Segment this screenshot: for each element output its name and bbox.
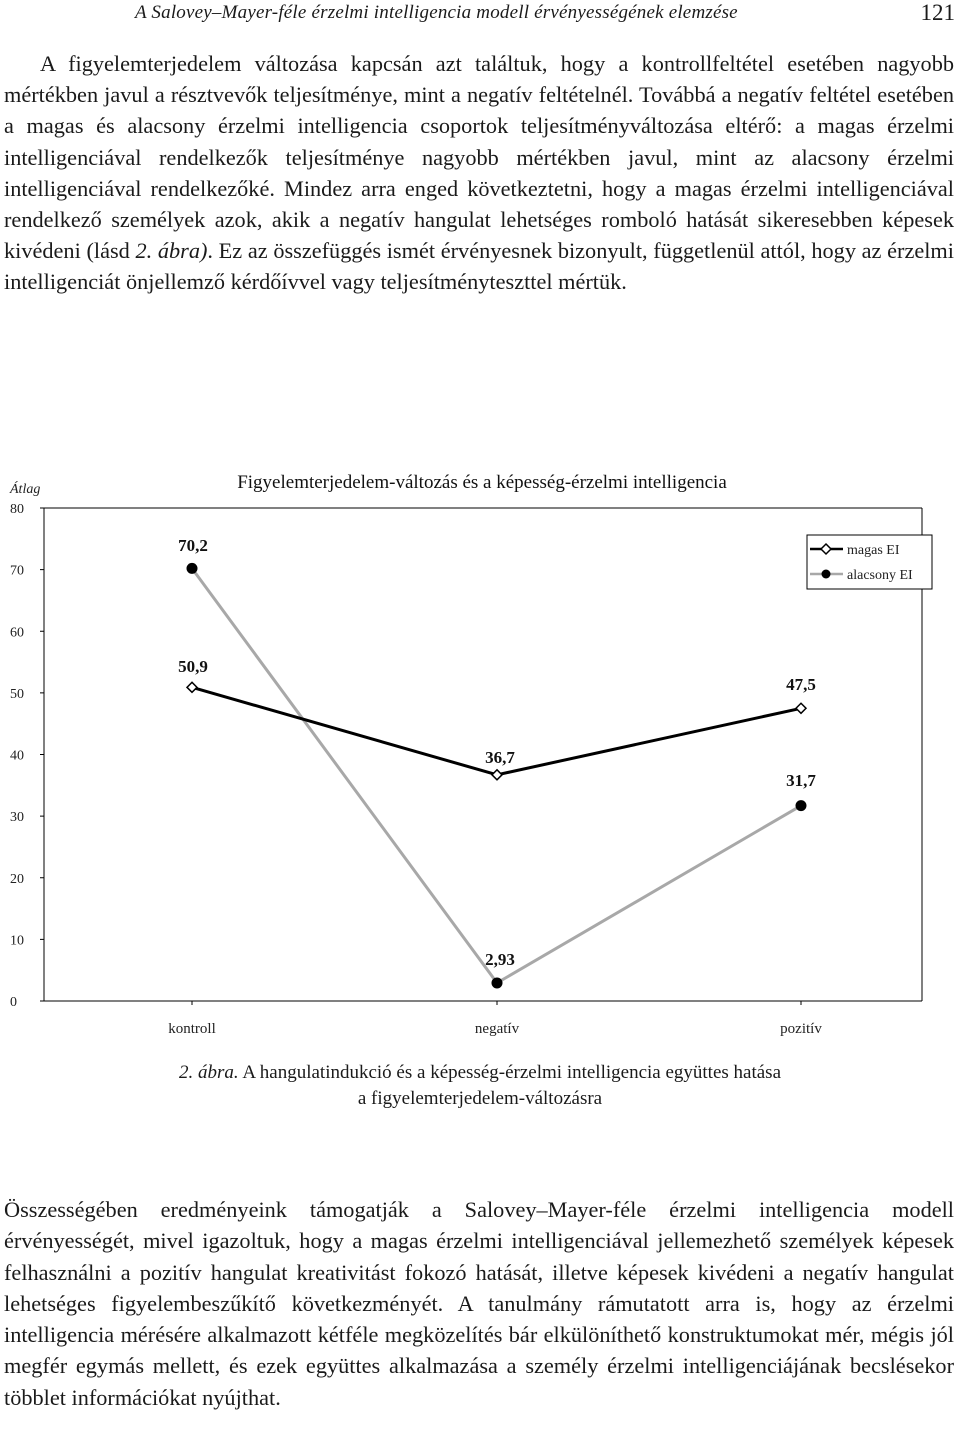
data-label-magas-ei: 50,9 bbox=[178, 657, 208, 676]
data-label-alacsony-ei: 70,2 bbox=[178, 536, 208, 555]
x-tick-label: pozitív bbox=[780, 1021, 822, 1037]
body-paragraph-top bbox=[4, 48, 954, 298]
y-tick-label: 50 bbox=[10, 686, 24, 702]
y-tick-label: 40 bbox=[10, 748, 24, 764]
data-label-alacsony-ei: 31,7 bbox=[786, 771, 816, 790]
caption-text-line1: A hangulatindukció és a képesség-érzelmi intelligencia együttes hatása bbox=[238, 1062, 782, 1083]
legend-label-magas-ei: magas EI bbox=[847, 543, 900, 558]
y-tick-label: 0 bbox=[10, 995, 17, 1010]
y-tick-label: 70 bbox=[10, 563, 24, 579]
point-alacsony-ei bbox=[492, 977, 503, 988]
figure-caption bbox=[100, 1060, 860, 1112]
legend-marker-alacsony-ei bbox=[822, 570, 831, 579]
point-magas-ei bbox=[187, 682, 197, 692]
body-paragraph-bottom: Összességében eredményeink támogatják a Salovey–Mayer-féle érzelmi intelligencia modell érvényességét, mivel igazoltuk, hogy a magas érzelmi intelligenciával jellemezhető személyek képesek felhasználni a pozitív hangulat kreativitást fokozó hatását, illetve képesek kivédeni a negatív hangulat lehetséges figyelembeszűkítő következményét. A tanulmány rámutatott arra is, hogy az érzelmi intelligencia mérésére alkalmazott kétféle megközelítés bár elkülöníthető konstruktumokat mér, mégis jól megfér egymás mellett, és ezek együttes alkalmazása a személy érzelmi intelligenciájának becslésekor többlet információkat nyújthat. bbox=[4, 1197, 954, 1410]
x-tick-label: negatív bbox=[474, 1021, 520, 1037]
caption-label: 2. ábra. bbox=[178, 1062, 239, 1083]
running-header bbox=[135, 0, 955, 34]
y-tick-label: 60 bbox=[10, 625, 24, 641]
y-tick-label: 80 bbox=[10, 502, 24, 517]
point-magas-ei bbox=[492, 770, 502, 780]
chart-title: Figyelemterjedelem-változás és a képesség-érzelmi intelligencia bbox=[237, 472, 727, 493]
figure-reference: 2. ábra) bbox=[135, 238, 208, 264]
page-number: 121 bbox=[920, 0, 955, 25]
paragraph-text: A figyelemterjedelem változása kapcsán azt találtuk, hogy a kontrollfeltétel esetében nagyobb mértékben javul a résztvevők teljesítménye, mint a negatív feltételnél. Továbbá a negatív feltétel esetében a magas és alacsony érzelmi intelligencia csoportok teljesítményváltozása eltérő: a magas érzelmi intelligenciával rendelkezők teljesítménye nagyobb mértékben javul, mint az alacsony érzelmi intelligenciával rendelkezőké. Mindez arra enged következtetni, hogy a magas érzelmi intelligenciával rendelkező személyek azok, akik a negatív hangulat lehetséges romboló hatását sikeresebben képesek kivédeni (lásd bbox=[4, 51, 954, 264]
running-title: A Salovey–Mayer-féle érzelmi intelligencia modell érvényességének elemzése bbox=[135, 2, 738, 23]
y-tick-label: 10 bbox=[10, 933, 24, 949]
point-alacsony-ei bbox=[796, 800, 807, 811]
paragraph-text-cont: . Ez az összefüggés ismét érvényesnek bizonyult, függetlenül attól, hogy az érzelmi intelligenciát önjellemző kérdőívvel vagy teljesítményteszttel mértük. bbox=[4, 238, 954, 295]
data-label-alacsony-ei: 2,93 bbox=[485, 950, 515, 969]
y-tick-label: 30 bbox=[10, 810, 24, 826]
data-label-magas-ei: 47,5 bbox=[786, 675, 816, 694]
data-label-magas-ei: 36,7 bbox=[485, 748, 515, 767]
legend-label-alacsony-ei: alacsony EI bbox=[847, 568, 913, 583]
point-alacsony-ei bbox=[187, 563, 198, 574]
caption-text-line2: a figyelemterjedelem-változásra bbox=[357, 1088, 603, 1109]
y-axis-label: Átlag bbox=[10, 482, 41, 497]
y-tick-label: 20 bbox=[10, 871, 24, 887]
x-tick-label: kontroll bbox=[168, 1021, 216, 1037]
line-chart bbox=[0, 455, 960, 1055]
figure-2 bbox=[0, 455, 960, 1055]
point-magas-ei bbox=[796, 703, 806, 713]
